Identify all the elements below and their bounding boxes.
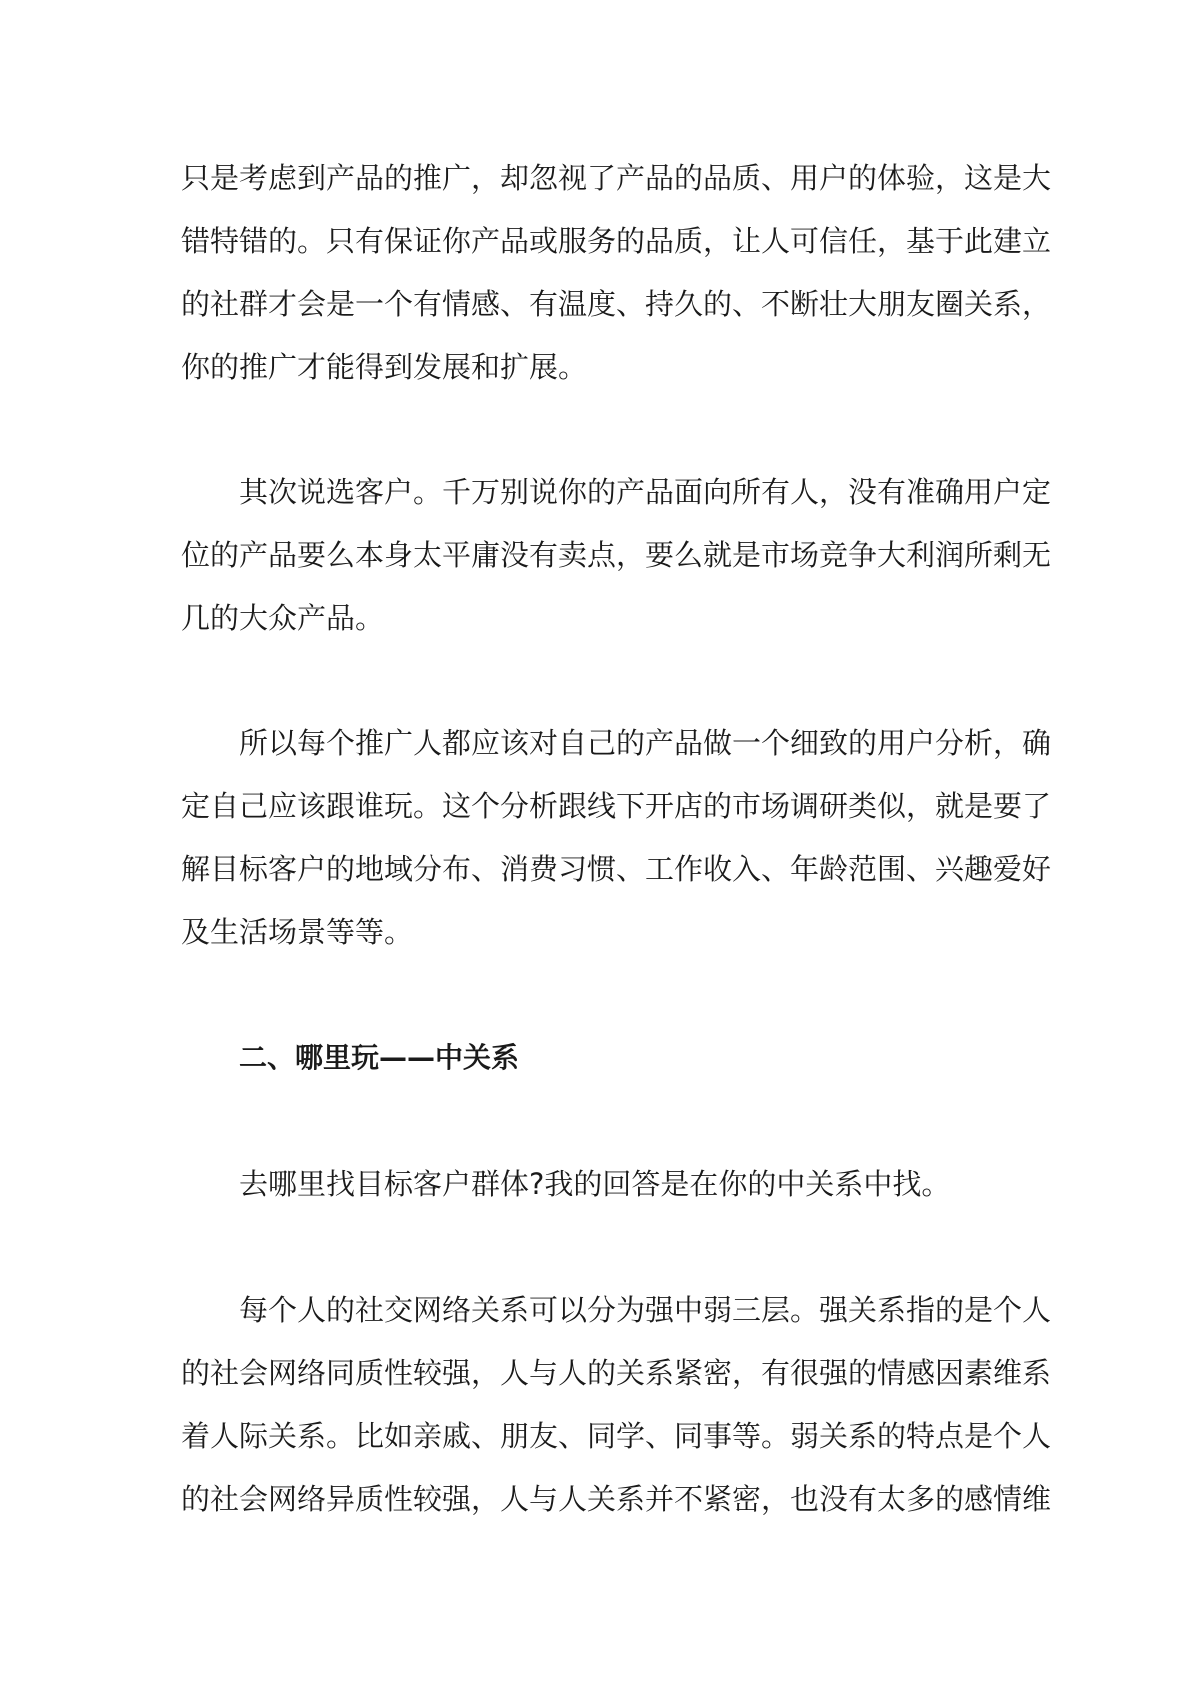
paragraph-5-line-1: 每个人的社交网络关系可以分为强中弱三层。强关系指的是个人	[239, 1293, 1052, 1327]
paragraph-1-line-3: 的社群才会是一个有情感、有温度、持久的、不断壮大朋友圈关系，	[181, 287, 1052, 321]
paragraph-5-line-3: 着人际关系。比如亲戚、朋友、同学、同事等。弱关系的特点是个人	[181, 1419, 1052, 1453]
paragraph-3-line-1: 所以每个推广人都应该对自己的产品做一个细致的用户分析，确	[239, 726, 1052, 760]
paragraph-1-line-2: 错特错的。只有保证你产品或服务的品质，让人可信任，基于此建立	[181, 224, 1052, 258]
paragraph-5-line-2: 的社会网络同质性较强，人与人的关系紧密，有很强的情感因素维系	[181, 1356, 1052, 1390]
paragraph-1-line-1: 只是考虑到产品的推广，却忽视了产品的品质、用户的体验，这是大	[181, 161, 1052, 195]
paragraph-3-line-2: 定自己应该跟谁玩。这个分析跟线下开店的市场调研类似，就是要了	[181, 789, 1052, 823]
paragraph-3-line-3: 解目标客户的地域分布、消费习惯、工作收入、年龄范围、兴趣爱好	[181, 852, 1052, 886]
paragraph-5-line-4: 的社会网络异质性较强，人与人关系并不紧密，也没有太多的感情维	[181, 1482, 1052, 1516]
paragraph-3-line-4: 及生活场景等等。	[181, 915, 414, 949]
paragraph-2-line-3: 几的大众产品。	[181, 601, 385, 635]
paragraph-2-line-2: 位的产品要么本身太平庸没有卖点，要么就是市场竞争大利润所剩无	[181, 538, 1052, 572]
section-heading: 二、哪里玩——中关系	[239, 1041, 520, 1074]
paragraph-4-line-1: 去哪里找目标客户群体?我的回答是在你的中关系中找。	[239, 1167, 951, 1201]
paragraph-2-line-1: 其次说选客户。千万别说你的产品面向所有人，没有准确用户定	[239, 475, 1052, 509]
paragraph-1-line-4: 你的推广才能得到发展和扩展。	[181, 350, 588, 384]
